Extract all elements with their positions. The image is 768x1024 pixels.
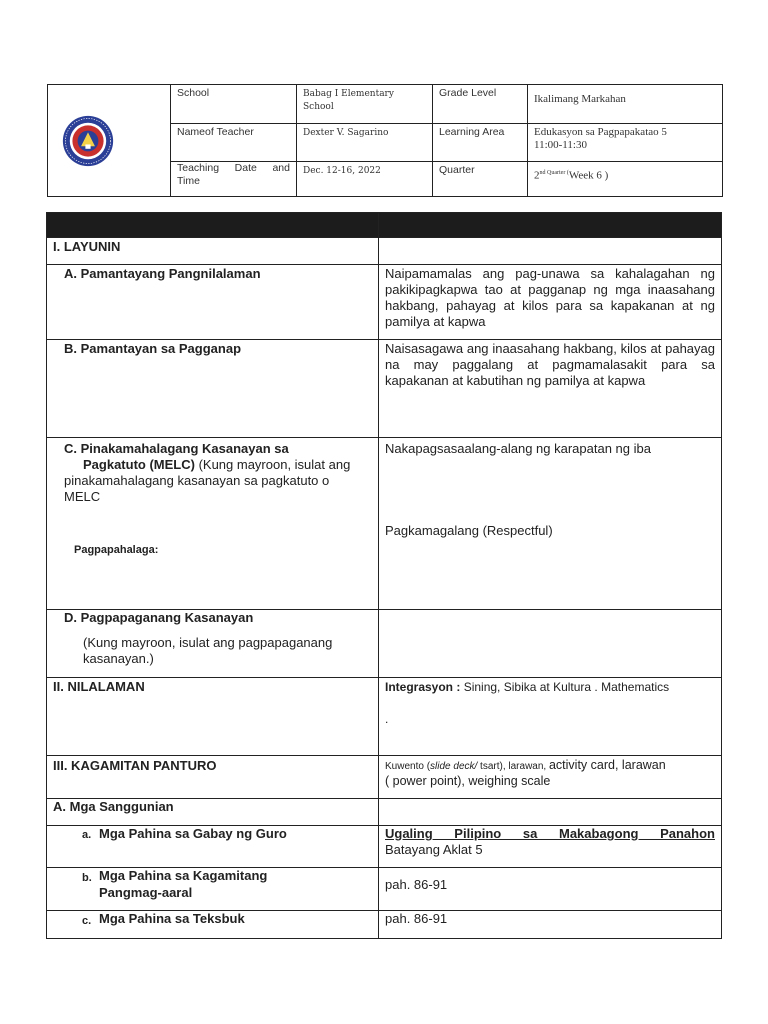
grade-level-value: Ikalimang Markahan bbox=[534, 93, 626, 105]
table-header-bar bbox=[47, 213, 721, 237]
pagganap-label: B. Pamantayan sa Pagganap bbox=[64, 341, 242, 356]
column-divider bbox=[378, 213, 379, 938]
section-kagamitan: III. KAGAMITAN PANTURO bbox=[53, 758, 217, 773]
school-value: Babag I Elementary School bbox=[303, 89, 394, 112]
teksbuk-letter: c. bbox=[82, 915, 92, 927]
quarter-label: Quarter bbox=[439, 164, 475, 176]
learning-area-time: 11:00-11:30 bbox=[534, 139, 587, 151]
sanggunian-label: A. Mga Sanggunian bbox=[53, 799, 174, 814]
pagganap-value: Naisasagawa ang inaasahang hakbang, kilos at pahayag na may paggalang at pagmamalasakit para sa kapakanan at kabutihan ng pamilya at kapwa bbox=[385, 341, 715, 388]
learning-area-label: Learning Area bbox=[439, 126, 505, 138]
gabay-letter: a. bbox=[82, 829, 92, 841]
pagpapahalaga-label: Pagpapahalaga: bbox=[74, 544, 159, 556]
header-row-teacher bbox=[171, 124, 722, 162]
kagamitan-value: Kuwento (slide deck/ tsart), larawan, activity card, larawan ( power point), weighing scale bbox=[385, 758, 666, 788]
teaching-time-label: Time bbox=[177, 175, 200, 187]
kagamitang-label-1: Mga Pahina sa Kagamitang bbox=[99, 868, 268, 883]
integrasyon-dot: . bbox=[385, 712, 389, 726]
teksbuk-value: pah. 86-91 bbox=[385, 911, 448, 926]
school-label: School bbox=[177, 87, 210, 99]
grade-level-label: Grade Level bbox=[439, 87, 497, 99]
header-row-school bbox=[171, 85, 722, 124]
lesson-plan-table bbox=[46, 212, 722, 939]
kagamitang-letter: b. bbox=[82, 872, 92, 884]
gabay-label: Mga Pahina sa Gabay ng Guro bbox=[99, 826, 287, 841]
kagamitang-value: pah. 86-91 bbox=[385, 877, 448, 892]
lesson-header-table bbox=[47, 84, 723, 197]
quarter-value: $2^{nd Quarter (}Week$ 6 ) bbox=[534, 169, 609, 182]
logo-cell bbox=[48, 85, 171, 196]
melc-value: Nakapagsasaalang-alang ng karapatan ng iba bbox=[385, 441, 651, 456]
teksbuk-label: Mga Pahina sa Teksbuk bbox=[99, 911, 245, 926]
gabay-value-sub: Batayang Aklat 5 bbox=[385, 842, 483, 857]
kagamitang-label-2: Pangmag-aaral bbox=[99, 885, 193, 900]
learning-area-value: Edukasyon sa Pagpapakatao 5 bbox=[534, 126, 667, 138]
teacher-value: Dexter V. Sagarino bbox=[303, 128, 389, 138]
pamantayang-value: Naipamamalas ang pag-unawa sa kahalagahan ng pakikipagkapwa tao at pagganap ng mga inaasahang hakbang, pahayag at kilos para sa kapakanan at ng pamilya at kapwa bbox=[385, 266, 715, 329]
pagpapahalaga-value: Pagkamagalang (Respectful) bbox=[385, 523, 553, 538]
teaching-date-value: Dec. 12-16, 2022 bbox=[303, 166, 381, 176]
gabay-value-title: Ugaling Pilipino sa Makabagong Panahon bbox=[385, 826, 715, 841]
melc-label: C. Pinakamahalagang Kasanayan sa Pagkatuto (MELC) (Kung mayroon, isulat ang pinakamahalagang kasanayan sa pagkatuto o MELC bbox=[64, 441, 351, 504]
integrasyon-value: Integrasyon : Sining, Sibika at Kultura . Mathematics bbox=[385, 680, 670, 694]
deped-seal-icon bbox=[62, 115, 114, 167]
teaching-date-label: Teaching Date and bbox=[177, 162, 290, 174]
header-row-date bbox=[171, 162, 722, 196]
pamantayang-label: A. Pamantayang Pangnilalaman bbox=[64, 266, 261, 281]
section-layunin: I. LAYUNIN bbox=[53, 239, 121, 254]
pagpapaganang-label: D. Pagpapaganang Kasanayan bbox=[64, 610, 254, 625]
pagpapaganang-note: (Kung mayroon, isulat ang pagpapaganang kasanayan.) bbox=[83, 635, 333, 666]
section-nilalaman: II. NILALAMAN bbox=[53, 679, 145, 694]
teacher-label: Nameof Teacher bbox=[177, 126, 254, 138]
